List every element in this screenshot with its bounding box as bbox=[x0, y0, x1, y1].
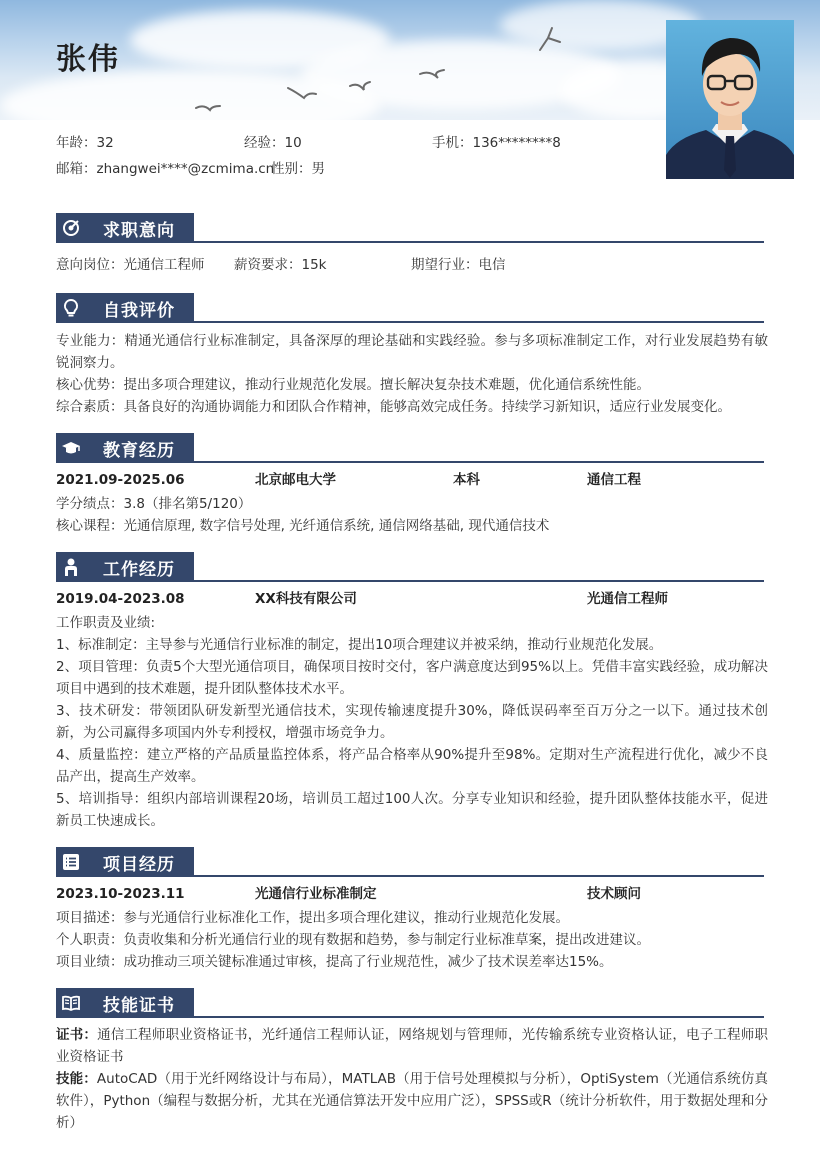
section-title-skills bbox=[56, 988, 194, 1018]
project-desc: 项目描述：参与光通信行业标准化工作，提出多项合理化建议，推动行业规范化发展。 bbox=[56, 910, 569, 926]
section-divider bbox=[56, 241, 764, 243]
skills-list bbox=[56, 1068, 768, 1134]
section-title-text: 教育经历 bbox=[103, 440, 175, 461]
work-item: 2、项目管理：负责5个大型光通信项目，确保项目按时交付，客户满意度达到95%以上。凭借丰富实践经验，成功解决项目中遇到的技术难题，提升团队整体技术水平。 bbox=[56, 659, 768, 697]
intent-position: 意向岗位：光通信工程师 bbox=[56, 257, 205, 273]
target-icon bbox=[56, 213, 86, 243]
education-courses: 核心课程：光通信原理, 数字信号处理, 光纤通信系统, 通信网络基础, 现代通信技术 bbox=[56, 518, 550, 534]
section-title-text: 项目经历 bbox=[103, 854, 175, 875]
intent-industry: 期望行业：电信 bbox=[411, 257, 506, 273]
section-divider bbox=[56, 321, 764, 323]
education-period: 2021.09-2025.06 bbox=[56, 472, 185, 488]
section-title-education bbox=[56, 433, 194, 463]
cert-label: 证书： bbox=[56, 1027, 98, 1043]
section-title-project bbox=[56, 847, 194, 877]
section-divider bbox=[56, 1016, 764, 1018]
work-period: 2019.04-2023.08 bbox=[56, 591, 185, 607]
education-gpa: 学分绩点：3.8（排名第5/120） bbox=[56, 496, 252, 512]
project-role: 技术顾问 bbox=[587, 886, 641, 902]
education-major: 通信工程 bbox=[587, 472, 641, 488]
candidate-name: 张伟 bbox=[56, 42, 120, 77]
self-ability: 专业能力：精通光通信行业标准制定，具备深厚的理论基础和实践经验。参与多项标准制定工作，对行业发展趋势有敏锐洞察力。 bbox=[56, 333, 768, 371]
education-school: 北京邮电大学 bbox=[255, 472, 336, 488]
work-intro: 工作职责及业绩: bbox=[56, 615, 156, 631]
section-title-text: 求职意向 bbox=[103, 220, 175, 241]
section-title-intent bbox=[56, 213, 194, 243]
project-header-row bbox=[56, 883, 766, 905]
work-item: 1、标准制定：主导参与光通信行业标准的制定，提出10项合理建议并被采纳，推动行业规范化发展。 bbox=[56, 637, 663, 653]
self-advantage: 核心优势：提出多项合理建议，推动行业规范化发展。擅长解决复杂技术难题，优化通信系统性能。 bbox=[56, 377, 650, 393]
intent-salary: 薪资要求：15k bbox=[234, 257, 327, 273]
intent-row bbox=[56, 254, 766, 276]
section-title-text: 自我评价 bbox=[103, 300, 175, 321]
age-text: 年龄：32 bbox=[56, 135, 114, 151]
avatar-photo bbox=[666, 20, 794, 179]
email-text: 邮箱：zhangwei****@zcmima.cn bbox=[56, 161, 275, 177]
section-divider bbox=[56, 580, 764, 582]
work-item: 4、质量监控：建立严格的产品质量监控体系，将产品合格率从90%提升至98%。定期对生产流程进行优化，减少不良品产出，提高生产效率。 bbox=[56, 747, 768, 785]
project-duty: 个人职责：负责收集和分析光通信行业的现有数据和趋势，参与制定行业标准草案，提出改进建议。 bbox=[56, 932, 650, 948]
section-title-self bbox=[56, 293, 194, 323]
work-company: XX科技有限公司 bbox=[255, 591, 357, 607]
work-item: 3、技术研发：带领团队研发新型光通信技术，实现传输速度提升30%，降低误码率至百万分之一以下。通过技术创新，为公司赢得多项国内外专利授权，增强市场竞争力。 bbox=[56, 703, 768, 741]
list-icon bbox=[56, 847, 86, 877]
section-divider bbox=[56, 875, 764, 877]
skills-certificates bbox=[56, 1024, 768, 1068]
section-divider bbox=[56, 461, 764, 463]
phone-text: 手机：136********8 bbox=[432, 135, 561, 151]
work-item: 5、培训指导：组织内部培训课程20场，培训员工超过100人次。分享专业知识和经验，提升团队整体技能水平，促进新员工快速成长。 bbox=[56, 791, 768, 829]
education-degree: 本科 bbox=[453, 472, 480, 488]
section-title-work bbox=[56, 552, 194, 582]
section-title-text: 技能证书 bbox=[103, 995, 175, 1016]
graduation-cap-icon bbox=[56, 433, 86, 463]
self-quality: 综合素质：具备良好的沟通协调能力和团队合作精神，能够高效完成任务。持续学习新知识，适应行业发展变化。 bbox=[56, 399, 731, 415]
gender-text: 性别：男 bbox=[271, 161, 325, 177]
book-icon bbox=[56, 988, 86, 1018]
experience-text: 经验：10 bbox=[244, 135, 302, 151]
person-icon bbox=[56, 552, 86, 582]
project-name: 光通信行业标准制定 bbox=[255, 886, 377, 902]
education-header-row bbox=[56, 469, 766, 491]
project-period: 2023.10-2023.11 bbox=[56, 886, 185, 902]
work-header-row bbox=[56, 588, 766, 610]
project-result: 项目业绩：成功推动三项关键标准通过审核，提高了行业规范性，减少了技术误差率达15%。 bbox=[56, 954, 613, 970]
section-title-text: 工作经历 bbox=[103, 559, 175, 580]
cert-text: 通信工程师职业资格证书，光纤通信工程师认证，网络规划与管理师，光传输系统专业资格认证，电子工程师职业资格证书 bbox=[56, 1027, 769, 1065]
work-role: 光通信工程师 bbox=[587, 591, 668, 607]
skill-text: AutoCAD（用于光纤网络设计与布局），MATLAB（用于信号处理模拟与分析），OptiSystem（光通信系统仿真软件），Python（编程与数据分析，尤其在光通信算法开发中应用广泛），SPSS或R（统计分析软件，用于数据处理和分析） bbox=[56, 1071, 769, 1131]
lightbulb-icon bbox=[56, 293, 86, 323]
skill-label: 技能： bbox=[56, 1071, 97, 1087]
